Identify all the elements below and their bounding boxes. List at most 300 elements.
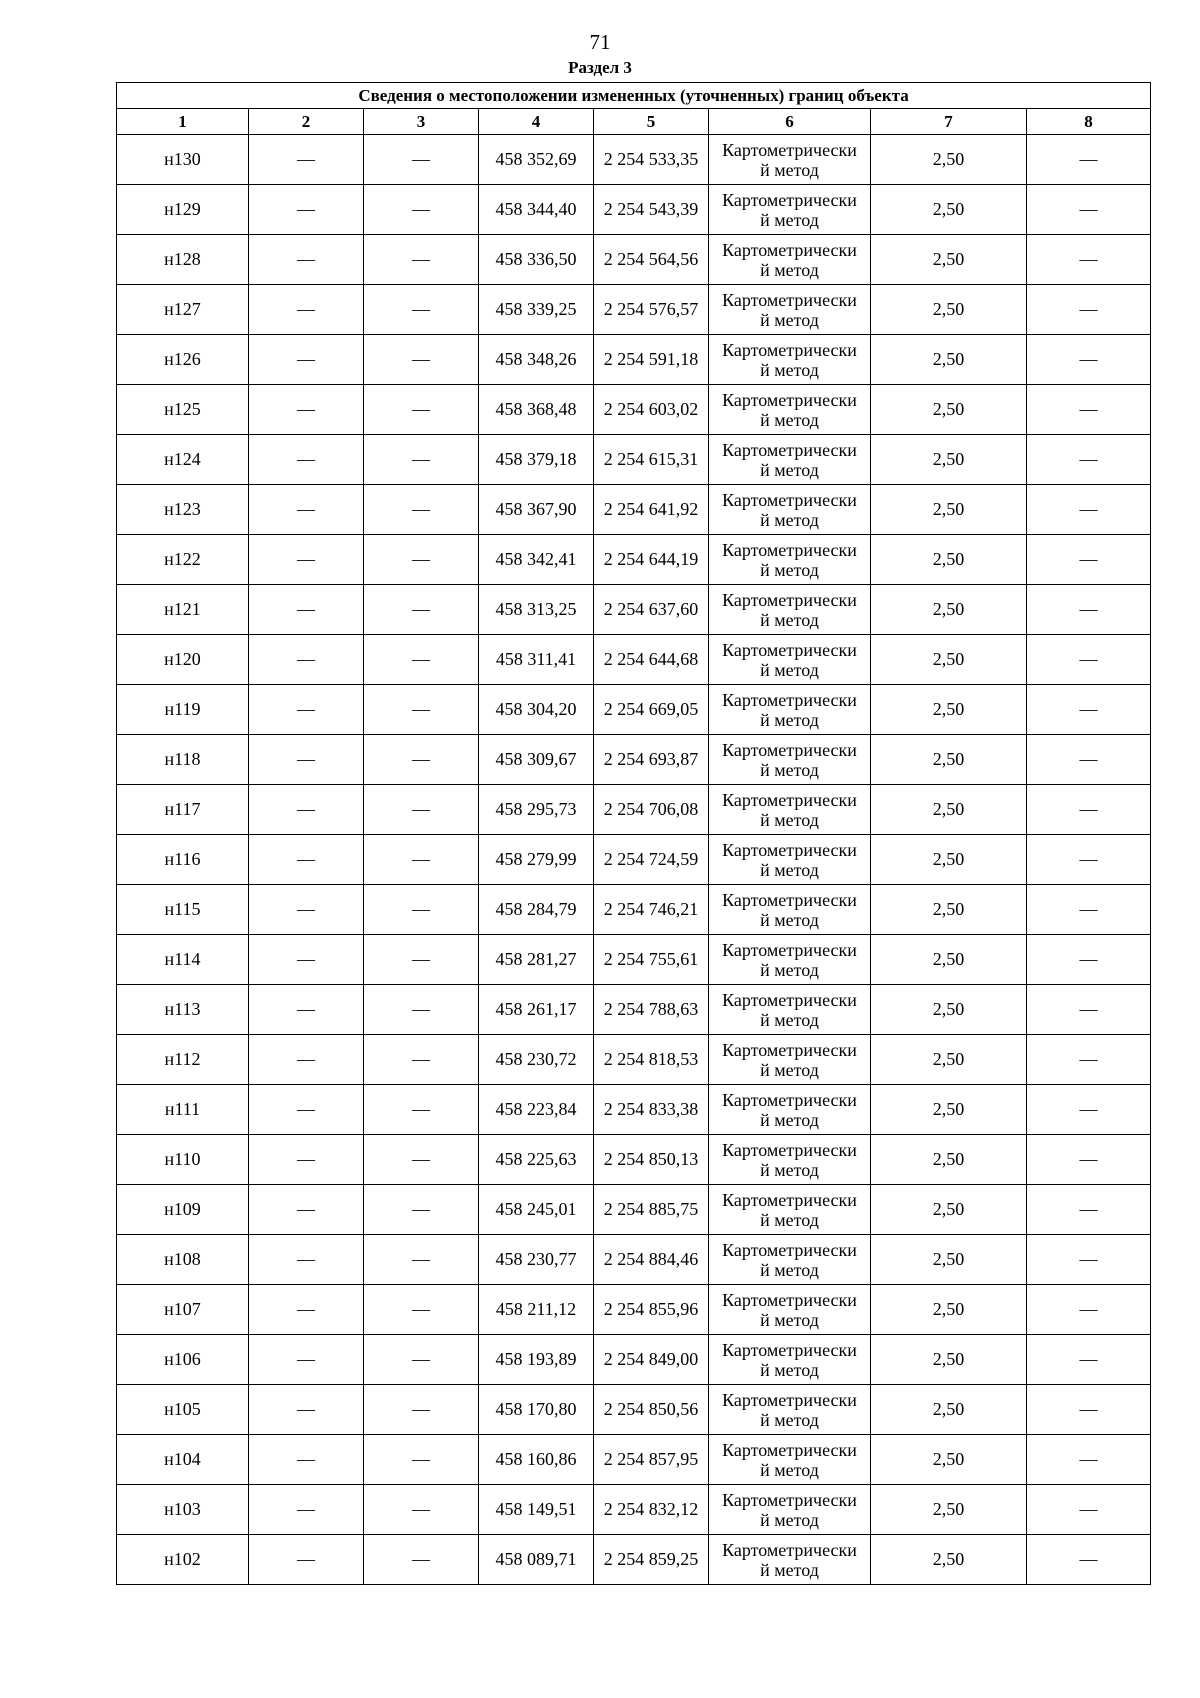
table-row <box>117 285 1151 335</box>
x-coordinate-cell: 458 281,27 <box>479 935 594 985</box>
column-3-cell: — <box>364 1485 479 1535</box>
column-8-cell: — <box>1027 1085 1151 1135</box>
x-coordinate-cell: 458 160,86 <box>479 1435 594 1485</box>
point-id-cell: н116 <box>117 835 249 885</box>
column-8-cell: — <box>1027 1185 1151 1235</box>
column-3-cell: — <box>364 285 479 335</box>
point-id-cell: н106 <box>117 1335 249 1385</box>
x-coordinate-cell: 458 336,50 <box>479 235 594 285</box>
column-8-cell: — <box>1027 835 1151 885</box>
page-number: 71 <box>589 30 611 54</box>
method-cell <box>709 135 871 185</box>
point-id-cell: н112 <box>117 1035 249 1085</box>
column-8-cell: — <box>1027 335 1151 385</box>
column-number-2: 2 <box>249 109 364 135</box>
method-cell <box>709 385 871 435</box>
column-8-cell: — <box>1027 1135 1151 1185</box>
method-line-1: Картометрически <box>722 939 857 960</box>
method-cell <box>709 1435 871 1485</box>
method-line-1: Картометрически <box>722 889 857 910</box>
accuracy-cell: 2,50 <box>871 185 1027 235</box>
accuracy-cell: 2,50 <box>871 635 1027 685</box>
method-cell <box>709 935 871 985</box>
y-coordinate-cell: 2 254 533,35 <box>594 135 709 185</box>
boundary-coordinates-table <box>116 82 1151 1585</box>
column-3-cell: — <box>364 635 479 685</box>
accuracy-cell: 2,50 <box>871 735 1027 785</box>
x-coordinate-cell: 458 170,80 <box>479 1385 594 1435</box>
method-line-2: й метод <box>760 909 819 930</box>
method-line-2: й метод <box>760 359 819 380</box>
point-id-cell: н102 <box>117 1535 249 1585</box>
method-line-2: й метод <box>760 1559 819 1580</box>
column-2-cell: — <box>249 685 364 735</box>
point-id-cell: н110 <box>117 1135 249 1185</box>
column-number-4: 4 <box>479 109 594 135</box>
column-3-cell: — <box>364 1035 479 1085</box>
column-2-cell: — <box>249 885 364 935</box>
column-number-6: 6 <box>709 109 871 135</box>
column-8-cell: — <box>1027 535 1151 585</box>
method-line-2: й метод <box>760 309 819 330</box>
accuracy-cell: 2,50 <box>871 285 1027 335</box>
column-8-cell: — <box>1027 185 1151 235</box>
y-coordinate-cell: 2 254 850,13 <box>594 1135 709 1185</box>
accuracy-cell: 2,50 <box>871 1185 1027 1235</box>
method-line-1: Картометрически <box>722 1089 857 1110</box>
method-line-2: й метод <box>760 409 819 430</box>
y-coordinate-cell: 2 254 755,61 <box>594 935 709 985</box>
method-cell <box>709 1335 871 1385</box>
table-row <box>117 785 1151 835</box>
point-id-cell: н111 <box>117 1085 249 1135</box>
y-coordinate-cell: 2 254 641,92 <box>594 485 709 535</box>
method-cell <box>709 1385 871 1435</box>
column-2-cell: — <box>249 1185 364 1235</box>
column-3-cell: — <box>364 1385 479 1435</box>
method-cell <box>709 285 871 335</box>
x-coordinate-cell: 458 223,84 <box>479 1085 594 1135</box>
method-cell <box>709 835 871 885</box>
method-cell <box>709 335 871 385</box>
method-line-2: й метод <box>760 959 819 980</box>
column-8-cell: — <box>1027 285 1151 335</box>
point-id-cell: н124 <box>117 435 249 485</box>
column-3-cell: — <box>364 135 479 185</box>
accuracy-cell: 2,50 <box>871 1385 1027 1435</box>
column-3-cell: — <box>364 235 479 285</box>
method-line-1: Картометрически <box>722 689 857 710</box>
x-coordinate-cell: 458 379,18 <box>479 435 594 485</box>
x-coordinate-cell: 458 352,69 <box>479 135 594 185</box>
column-2-cell: — <box>249 585 364 635</box>
column-number-8: 8 <box>1027 109 1151 135</box>
table-row <box>117 235 1151 285</box>
accuracy-cell: 2,50 <box>871 1235 1027 1285</box>
accuracy-cell: 2,50 <box>871 935 1027 985</box>
table-row <box>117 335 1151 385</box>
method-line-2: й метод <box>760 1459 819 1480</box>
method-line-1: Картометрически <box>722 1189 857 1210</box>
column-8-cell: — <box>1027 1485 1151 1535</box>
column-3-cell: — <box>364 1235 479 1285</box>
method-line-1: Картометрически <box>722 1539 857 1560</box>
column-8-cell: — <box>1027 235 1151 285</box>
method-line-2: й метод <box>760 1109 819 1130</box>
method-line-1: Картометрически <box>722 339 857 360</box>
column-8-cell: — <box>1027 1385 1151 1435</box>
column-3-cell: — <box>364 685 479 735</box>
table-row <box>117 735 1151 785</box>
column-2-cell: — <box>249 435 364 485</box>
method-line-2: й метод <box>760 1209 819 1230</box>
accuracy-cell: 2,50 <box>871 885 1027 935</box>
table-row <box>117 935 1151 985</box>
point-id-cell: н114 <box>117 935 249 985</box>
point-id-cell: н107 <box>117 1285 249 1335</box>
y-coordinate-cell: 2 254 833,38 <box>594 1085 709 1135</box>
accuracy-cell: 2,50 <box>871 135 1027 185</box>
method-line-2: й метод <box>760 859 819 880</box>
method-cell <box>709 885 871 935</box>
point-id-cell: н108 <box>117 1235 249 1285</box>
y-coordinate-cell: 2 254 857,95 <box>594 1435 709 1485</box>
x-coordinate-cell: 458 313,25 <box>479 585 594 635</box>
y-coordinate-cell: 2 254 644,19 <box>594 535 709 585</box>
y-coordinate-cell: 2 254 788,63 <box>594 985 709 1035</box>
method-line-2: й метод <box>760 709 819 730</box>
method-line-1: Картометрически <box>722 1289 857 1310</box>
accuracy-cell: 2,50 <box>871 1335 1027 1385</box>
accuracy-cell: 2,50 <box>871 485 1027 535</box>
column-8-cell: — <box>1027 1285 1151 1335</box>
x-coordinate-cell: 458 261,17 <box>479 985 594 1035</box>
table-row <box>117 1085 1151 1135</box>
column-2-cell: — <box>249 985 364 1035</box>
method-cell <box>709 185 871 235</box>
point-id-cell: н115 <box>117 885 249 935</box>
y-coordinate-cell: 2 254 615,31 <box>594 435 709 485</box>
column-2-cell: — <box>249 1035 364 1085</box>
column-8-cell: — <box>1027 935 1151 985</box>
accuracy-cell: 2,50 <box>871 1035 1027 1085</box>
column-8-cell: — <box>1027 485 1151 535</box>
column-8-cell: — <box>1027 385 1151 435</box>
table-row <box>117 1135 1151 1185</box>
table-row <box>117 1235 1151 1285</box>
section-title: Раздел 3 <box>568 58 632 77</box>
column-3-cell: — <box>364 585 479 635</box>
method-line-1: Картометрически <box>722 1489 857 1510</box>
method-cell <box>709 585 871 635</box>
method-cell <box>709 635 871 685</box>
method-cell <box>709 1135 871 1185</box>
point-id-cell: н121 <box>117 585 249 635</box>
point-id-cell: н129 <box>117 185 249 235</box>
column-8-cell: — <box>1027 135 1151 185</box>
accuracy-cell: 2,50 <box>871 1435 1027 1485</box>
method-line-2: й метод <box>760 1259 819 1280</box>
method-cell <box>709 985 871 1035</box>
y-coordinate-cell: 2 254 576,57 <box>594 285 709 335</box>
column-2-cell: — <box>249 1235 364 1285</box>
y-coordinate-cell: 2 254 885,75 <box>594 1185 709 1235</box>
point-id-cell: н113 <box>117 985 249 1035</box>
table-row <box>117 1035 1151 1085</box>
x-coordinate-cell: 458 367,90 <box>479 485 594 535</box>
method-line-1: Картометрически <box>722 489 857 510</box>
x-coordinate-cell: 458 089,71 <box>479 1535 594 1585</box>
x-coordinate-cell: 458 311,41 <box>479 635 594 685</box>
y-coordinate-cell: 2 254 884,46 <box>594 1235 709 1285</box>
column-2-cell: — <box>249 535 364 585</box>
point-id-cell: н117 <box>117 785 249 835</box>
column-3-cell: — <box>364 1085 479 1135</box>
column-3-cell: — <box>364 335 479 385</box>
y-coordinate-cell: 2 254 543,39 <box>594 185 709 235</box>
accuracy-cell: 2,50 <box>871 685 1027 735</box>
method-line-1: Картометрически <box>722 589 857 610</box>
column-3-cell: — <box>364 1335 479 1385</box>
method-line-1: Картометрически <box>722 1139 857 1160</box>
point-id-cell: н125 <box>117 385 249 435</box>
y-coordinate-cell: 2 254 850,56 <box>594 1385 709 1435</box>
point-id-cell: н104 <box>117 1435 249 1485</box>
x-coordinate-cell: 458 193,89 <box>479 1335 594 1385</box>
method-line-2: й метод <box>760 1009 819 1030</box>
column-2-cell: — <box>249 1335 364 1385</box>
column-8-cell: — <box>1027 585 1151 635</box>
method-line-2: й метод <box>760 209 819 230</box>
method-line-2: й метод <box>760 659 819 680</box>
x-coordinate-cell: 458 368,48 <box>479 385 594 435</box>
x-coordinate-cell: 458 225,63 <box>479 1135 594 1185</box>
method-cell <box>709 1485 871 1535</box>
table-caption: Сведения о местоположении измененных (уточненных) границ объекта <box>117 83 1151 109</box>
accuracy-cell: 2,50 <box>871 785 1027 835</box>
method-line-1: Картометрически <box>722 139 857 160</box>
y-coordinate-cell: 2 254 637,60 <box>594 585 709 635</box>
accuracy-cell: 2,50 <box>871 1535 1027 1585</box>
column-2-cell: — <box>249 185 364 235</box>
x-coordinate-cell: 458 309,67 <box>479 735 594 785</box>
method-line-2: й метод <box>760 259 819 280</box>
point-id-cell: н126 <box>117 335 249 385</box>
column-2-cell: — <box>249 735 364 785</box>
method-line-1: Картометрически <box>722 539 857 560</box>
method-line-2: й метод <box>760 1359 819 1380</box>
column-3-cell: — <box>364 1185 479 1235</box>
column-8-cell: — <box>1027 1235 1151 1285</box>
table-row <box>117 635 1151 685</box>
method-cell <box>709 485 871 535</box>
column-8-cell: — <box>1027 685 1151 735</box>
column-2-cell: — <box>249 785 364 835</box>
method-line-2: й метод <box>760 459 819 480</box>
column-8-cell: — <box>1027 1535 1151 1585</box>
table-row <box>117 835 1151 885</box>
point-id-cell: н109 <box>117 1185 249 1235</box>
column-8-cell: — <box>1027 785 1151 835</box>
method-cell <box>709 435 871 485</box>
x-coordinate-cell: 458 348,26 <box>479 335 594 385</box>
table-row <box>117 1285 1151 1335</box>
y-coordinate-cell: 2 254 724,59 <box>594 835 709 885</box>
accuracy-cell: 2,50 <box>871 1285 1027 1335</box>
accuracy-cell: 2,50 <box>871 435 1027 485</box>
method-line-1: Картометрически <box>722 789 857 810</box>
column-2-cell: — <box>249 135 364 185</box>
x-coordinate-cell: 458 245,01 <box>479 1185 594 1235</box>
table-row <box>117 135 1151 185</box>
method-line-2: й метод <box>760 1059 819 1080</box>
column-2-cell: — <box>249 935 364 985</box>
method-cell <box>709 235 871 285</box>
y-coordinate-cell: 2 254 564,56 <box>594 235 709 285</box>
accuracy-cell: 2,50 <box>871 1135 1027 1185</box>
point-id-cell: н130 <box>117 135 249 185</box>
table-row <box>117 185 1151 235</box>
column-8-cell: — <box>1027 1335 1151 1385</box>
method-line-1: Картометрически <box>722 989 857 1010</box>
method-cell <box>709 1035 871 1085</box>
method-line-2: й метод <box>760 759 819 780</box>
column-3-cell: — <box>364 535 479 585</box>
column-8-cell: — <box>1027 1435 1151 1485</box>
column-2-cell: — <box>249 1435 364 1485</box>
accuracy-cell: 2,50 <box>871 835 1027 885</box>
accuracy-cell: 2,50 <box>871 535 1027 585</box>
column-2-cell: — <box>249 1535 364 1585</box>
method-line-2: й метод <box>760 1409 819 1430</box>
column-number-5: 5 <box>594 109 709 135</box>
y-coordinate-cell: 2 254 591,18 <box>594 335 709 385</box>
column-2-cell: — <box>249 1135 364 1185</box>
table-row <box>117 485 1151 535</box>
column-2-cell: — <box>249 385 364 435</box>
column-3-cell: — <box>364 835 479 885</box>
method-line-1: Картометрически <box>722 1389 857 1410</box>
column-8-cell: — <box>1027 885 1151 935</box>
column-3-cell: — <box>364 185 479 235</box>
x-coordinate-cell: 458 295,73 <box>479 785 594 835</box>
accuracy-cell: 2,50 <box>871 585 1027 635</box>
y-coordinate-cell: 2 254 669,05 <box>594 685 709 735</box>
method-cell <box>709 535 871 585</box>
column-number-1: 1 <box>117 109 249 135</box>
method-line-1: Картометрически <box>722 839 857 860</box>
method-line-2: й метод <box>760 559 819 580</box>
y-coordinate-cell: 2 254 746,21 <box>594 885 709 935</box>
accuracy-cell: 2,50 <box>871 985 1027 1035</box>
column-2-cell: — <box>249 235 364 285</box>
method-line-1: Картометрически <box>722 289 857 310</box>
column-3-cell: — <box>364 985 479 1035</box>
method-cell <box>709 735 871 785</box>
column-3-cell: — <box>364 385 479 435</box>
y-coordinate-cell: 2 254 832,12 <box>594 1485 709 1535</box>
table-row <box>117 1185 1151 1235</box>
accuracy-cell: 2,50 <box>871 335 1027 385</box>
column-3-cell: — <box>364 785 479 835</box>
table-row <box>117 985 1151 1035</box>
column-2-cell: — <box>249 835 364 885</box>
point-id-cell: н128 <box>117 235 249 285</box>
method-line-1: Картометрически <box>722 389 857 410</box>
x-coordinate-cell: 458 211,12 <box>479 1285 594 1335</box>
column-2-cell: — <box>249 1485 364 1535</box>
accuracy-cell: 2,50 <box>871 385 1027 435</box>
column-8-cell: — <box>1027 1035 1151 1085</box>
x-coordinate-cell: 458 149,51 <box>479 1485 594 1535</box>
method-line-1: Картометрически <box>722 1239 857 1260</box>
method-line-1: Картометрически <box>722 439 857 460</box>
accuracy-cell: 2,50 <box>871 1485 1027 1535</box>
column-3-cell: — <box>364 1135 479 1185</box>
table-row <box>117 385 1151 435</box>
column-2-cell: — <box>249 635 364 685</box>
column-2-cell: — <box>249 485 364 535</box>
method-line-1: Картометрически <box>722 239 857 260</box>
column-3-cell: — <box>364 735 479 785</box>
y-coordinate-cell: 2 254 855,96 <box>594 1285 709 1335</box>
method-line-1: Картометрически <box>722 1439 857 1460</box>
method-cell <box>709 1235 871 1285</box>
x-coordinate-cell: 458 344,40 <box>479 185 594 235</box>
method-line-2: й метод <box>760 609 819 630</box>
method-line-2: й метод <box>760 509 819 530</box>
y-coordinate-cell: 2 254 859,25 <box>594 1535 709 1585</box>
column-3-cell: — <box>364 1435 479 1485</box>
method-line-2: й метод <box>760 159 819 180</box>
y-coordinate-cell: 2 254 603,02 <box>594 385 709 435</box>
x-coordinate-cell: 458 230,72 <box>479 1035 594 1085</box>
column-2-cell: — <box>249 285 364 335</box>
point-id-cell: н118 <box>117 735 249 785</box>
method-line-2: й метод <box>760 1159 819 1180</box>
method-cell <box>709 785 871 835</box>
column-3-cell: — <box>364 935 479 985</box>
table-row <box>117 1435 1151 1485</box>
point-id-cell: н127 <box>117 285 249 335</box>
point-id-cell: н123 <box>117 485 249 535</box>
method-line-2: й метод <box>760 1509 819 1530</box>
point-id-cell: н120 <box>117 635 249 685</box>
column-2-cell: — <box>249 335 364 385</box>
method-line-1: Картометрически <box>722 189 857 210</box>
x-coordinate-cell: 458 339,25 <box>479 285 594 335</box>
column-2-cell: — <box>249 1285 364 1335</box>
column-number-3: 3 <box>364 109 479 135</box>
x-coordinate-cell: 458 284,79 <box>479 885 594 935</box>
method-cell <box>709 1285 871 1335</box>
table-row <box>117 885 1151 935</box>
table-row <box>117 1535 1151 1585</box>
point-id-cell: н103 <box>117 1485 249 1535</box>
column-8-cell: — <box>1027 985 1151 1035</box>
method-line-1: Картометрически <box>722 739 857 760</box>
table-row <box>117 1335 1151 1385</box>
column-number-7: 7 <box>871 109 1027 135</box>
y-coordinate-cell: 2 254 693,87 <box>594 735 709 785</box>
x-coordinate-cell: 458 342,41 <box>479 535 594 585</box>
table-row <box>117 535 1151 585</box>
column-3-cell: — <box>364 435 479 485</box>
column-8-cell: — <box>1027 635 1151 685</box>
y-coordinate-cell: 2 254 818,53 <box>594 1035 709 1085</box>
y-coordinate-cell: 2 254 644,68 <box>594 635 709 685</box>
column-3-cell: — <box>364 885 479 935</box>
